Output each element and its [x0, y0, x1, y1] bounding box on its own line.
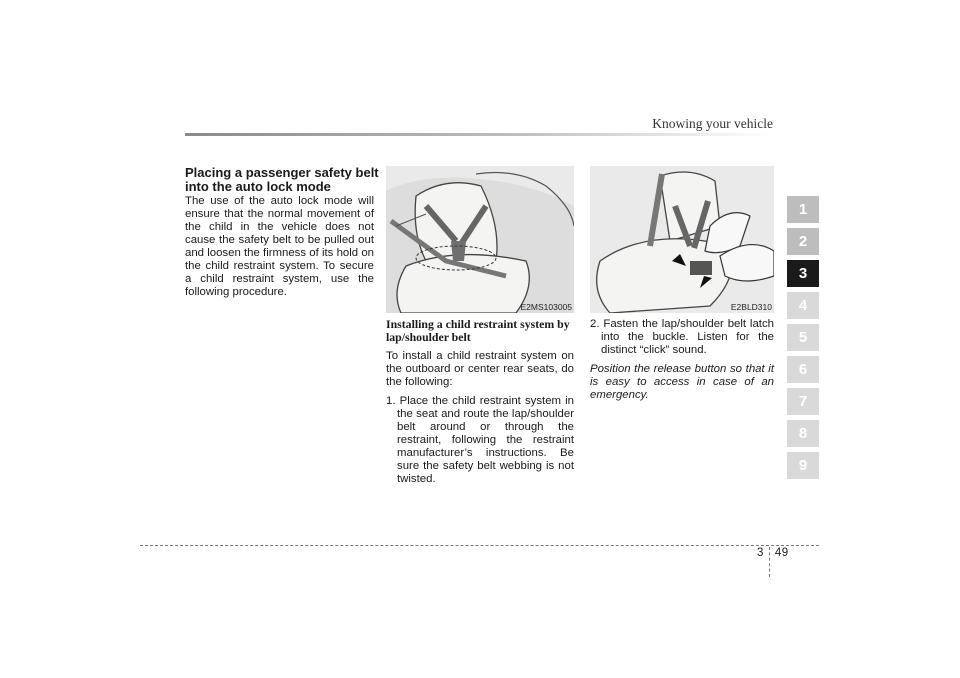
figure-code: E2BLD310 — [730, 302, 772, 312]
chapter-tabs — [787, 196, 819, 484]
chapter-tab-9[interactable]: 9 — [787, 452, 819, 479]
subheading: Installing a child restraint system by lap/shoulder belt — [386, 317, 570, 344]
step-2: 2. Fasten the lap/shoulder belt latch into the buckle. Listen for the distinct “click” sound. — [590, 318, 774, 356]
chapter-tab-1[interactable]: 1 — [787, 196, 819, 223]
page-number — [757, 547, 789, 577]
figure-buckle-fastening — [590, 166, 774, 313]
chapter-tab-2[interactable]: 2 — [787, 228, 819, 255]
figure-child-seat-belt-routing — [386, 166, 574, 313]
figure-code: E2MS103005 — [520, 302, 572, 312]
chapter-tab-5[interactable]: 5 — [787, 324, 819, 351]
chapter-tab-7[interactable]: 7 — [787, 388, 819, 415]
chapter-tab-6[interactable]: 6 — [787, 356, 819, 383]
child-seat-illustration — [386, 166, 574, 313]
running-header: Knowing your vehicle — [652, 116, 773, 131]
buckle-illustration — [590, 166, 774, 313]
install-intro: To install a child restraint system on the outboard or center rear seats, do the following: — [386, 350, 574, 388]
chapter-tab-4[interactable]: 4 — [787, 292, 819, 319]
page-index: 49 — [774, 547, 789, 559]
intro-paragraph: The use of the auto lock mode will ensure that the normal movement of the child in the vehicle does not cause the safety belt to be pulled out and loosen the firmness of its hold on the child restraint system. To secure a child restraint system, use the following procedure. — [185, 195, 374, 298]
release-button-note: Position the release button so that it is easy to access in case of an emergency. — [590, 363, 774, 401]
section-heading: Placing a passenger safety belt into the auto lock mode — [185, 165, 379, 194]
footer-divider — [140, 545, 819, 546]
header-divider — [185, 133, 774, 136]
page-chapter: 3 — [757, 547, 764, 559]
chapter-tab-8[interactable]: 8 — [787, 420, 819, 447]
chapter-tab-3[interactable]: 3 — [787, 260, 819, 287]
right-column — [590, 318, 774, 408]
step-1: 1. Place the child restraint system in the seat and route the lap/shoulder belt around or through the restraint, following the restraint manufacturer’s instructions. Be sure the safety belt webbing is not twisted. — [386, 395, 574, 485]
middle-column — [386, 318, 574, 492]
left-column — [185, 195, 374, 305]
page-number-separator — [769, 547, 770, 577]
